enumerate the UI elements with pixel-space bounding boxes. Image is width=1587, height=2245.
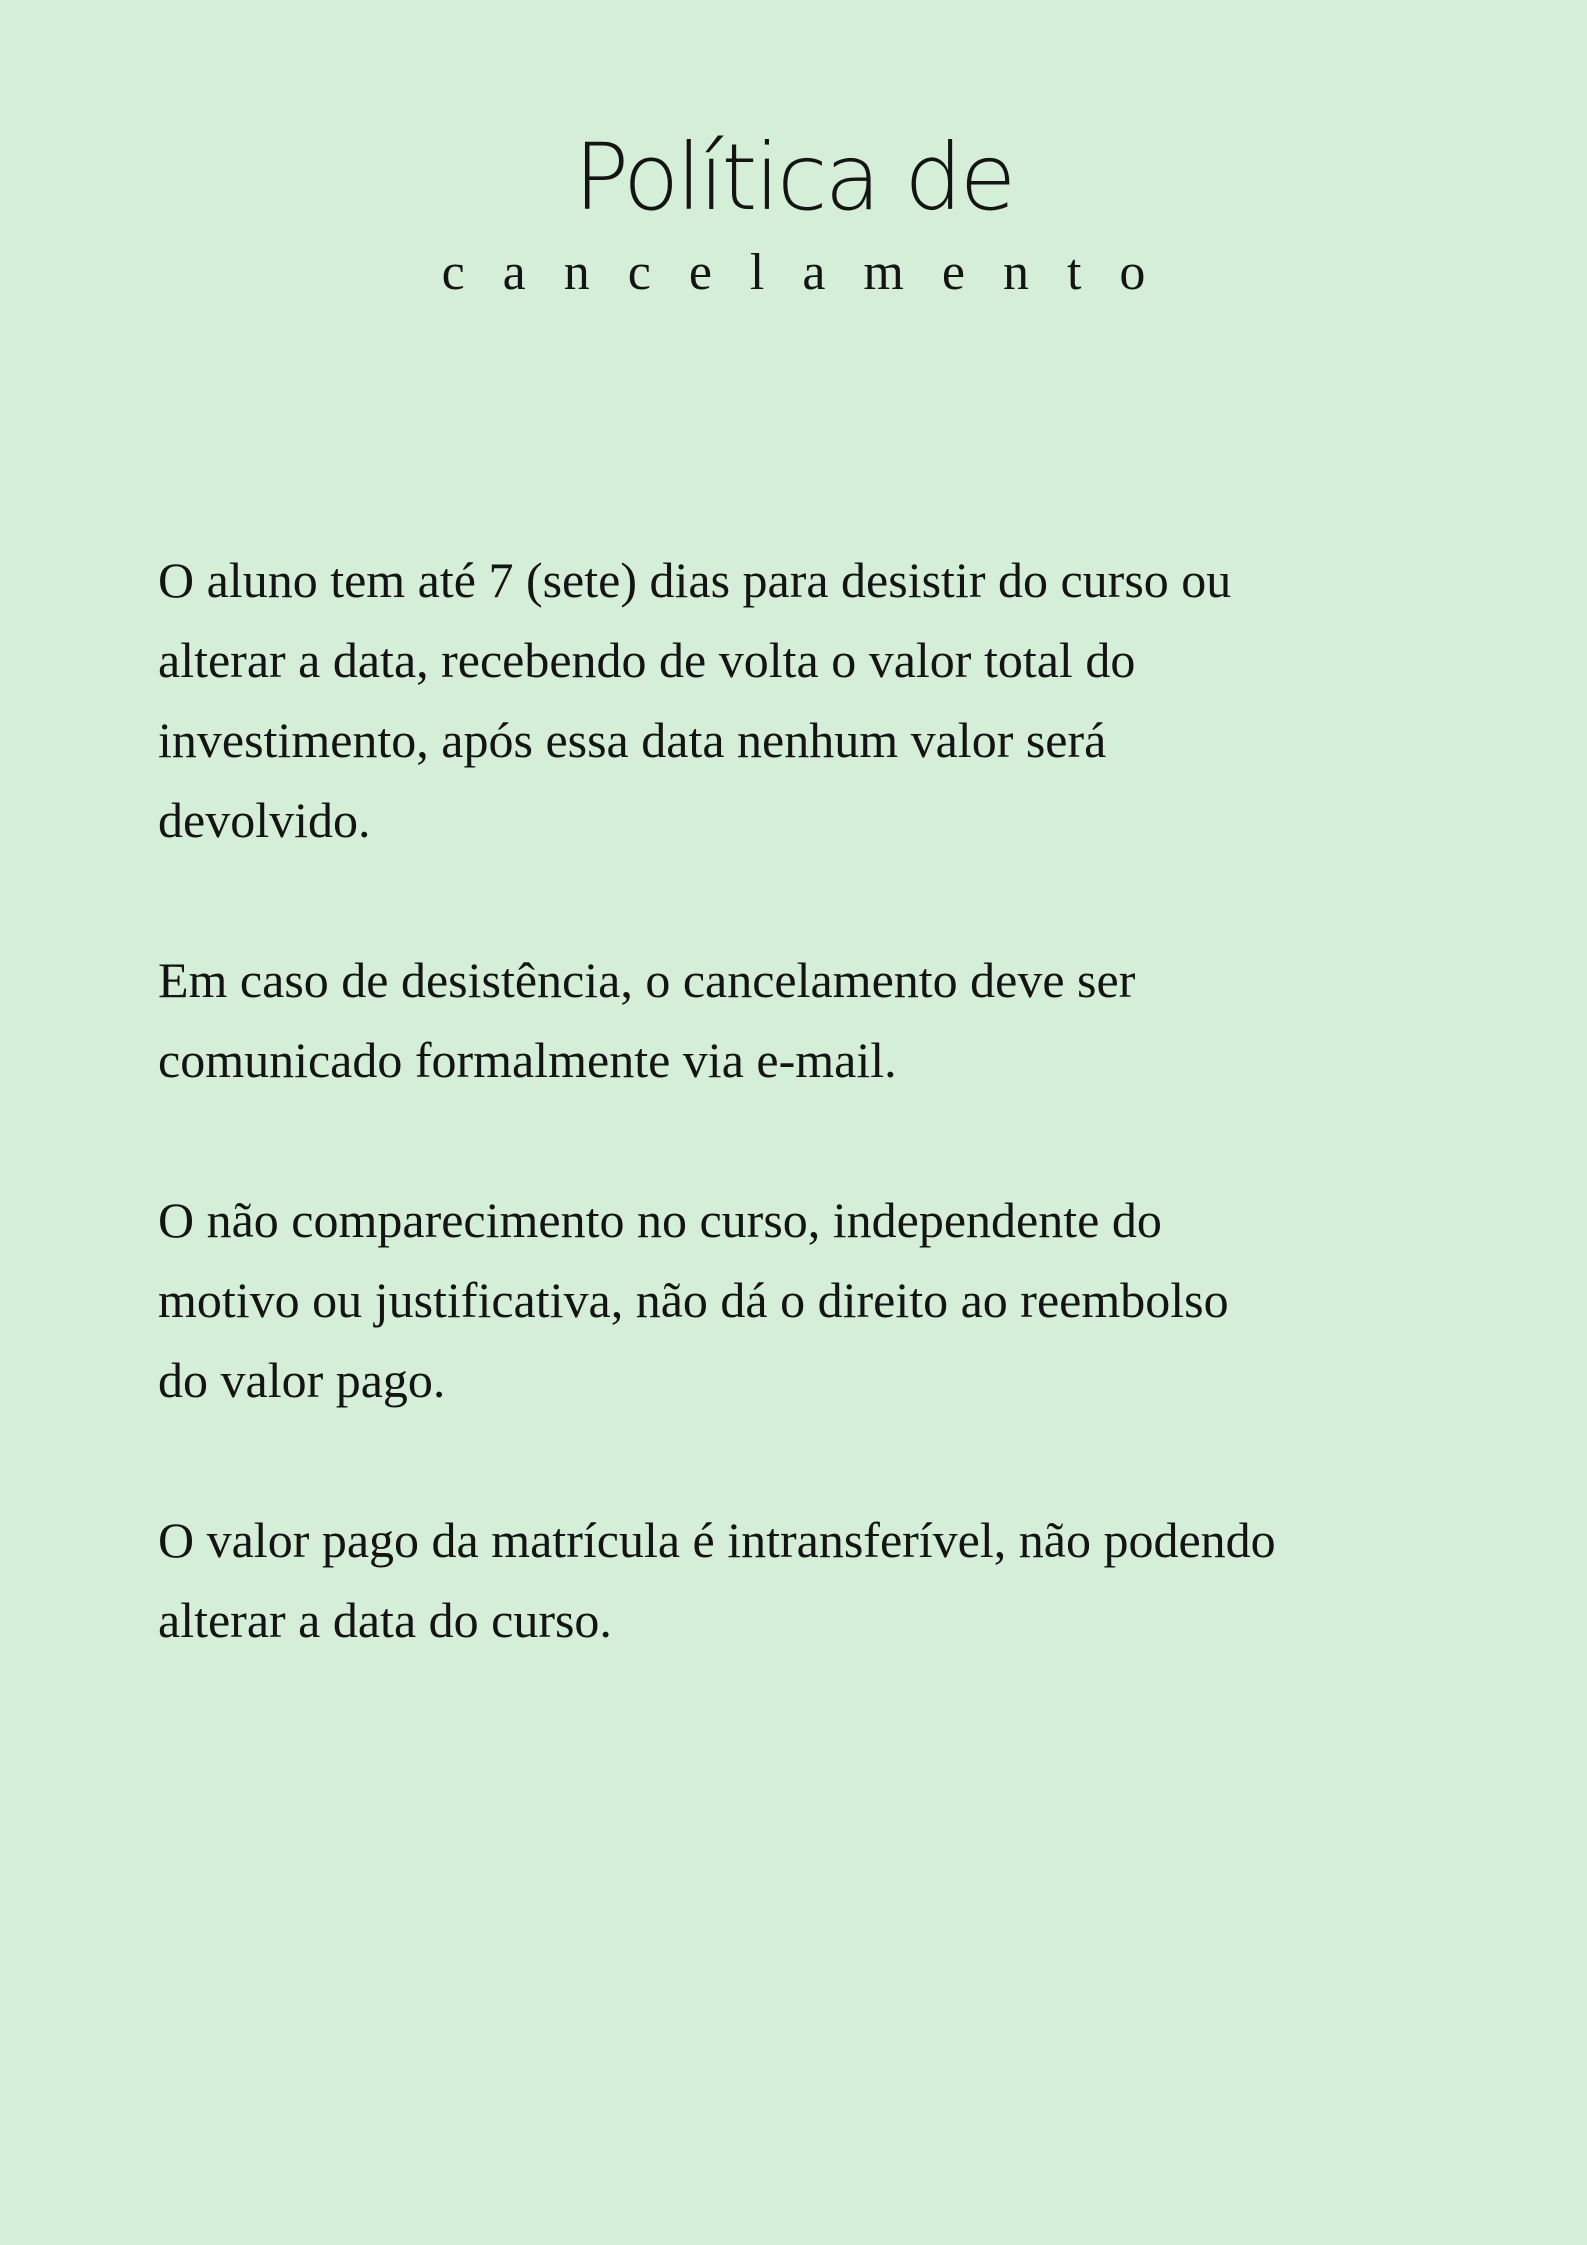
- policy-body: [158, 540, 1498, 1740]
- policy-paragraph-no-show: [158, 1180, 1498, 1420]
- policy-paragraph-non-transferable: [158, 1500, 1498, 1660]
- text-line: O valor pago da matrícula é intransferível, não podendo: [158, 1512, 1276, 1568]
- page-subtitle: cancelamento: [441, 244, 1184, 301]
- text-line: motivo ou justificativa, não dá o direito ao reembolso: [158, 1272, 1229, 1328]
- policy-paragraph-refund-period: [158, 540, 1498, 860]
- text-line: alterar a data do curso.: [158, 1592, 612, 1648]
- text-line: devolvido.: [158, 792, 371, 848]
- text-line: O não comparecimento no curso, independente do: [158, 1192, 1162, 1248]
- policy-paragraph-cancellation-notice: [158, 940, 1498, 1100]
- text-line: comunicado formalmente via e-mail.: [158, 1032, 897, 1088]
- text-line: investimento, após essa data nenhum valor será: [158, 712, 1107, 768]
- text-line: O aluno tem até 7 (sete) dias para desistir do curso ou: [158, 552, 1232, 608]
- page-title: Política de: [573, 124, 1014, 231]
- text-line: alterar a data, recebendo de volta o valor total do: [158, 632, 1136, 688]
- text-line: do valor pago.: [158, 1352, 446, 1408]
- text-line: Em caso de desistência, o cancelamento deve ser: [158, 952, 1136, 1008]
